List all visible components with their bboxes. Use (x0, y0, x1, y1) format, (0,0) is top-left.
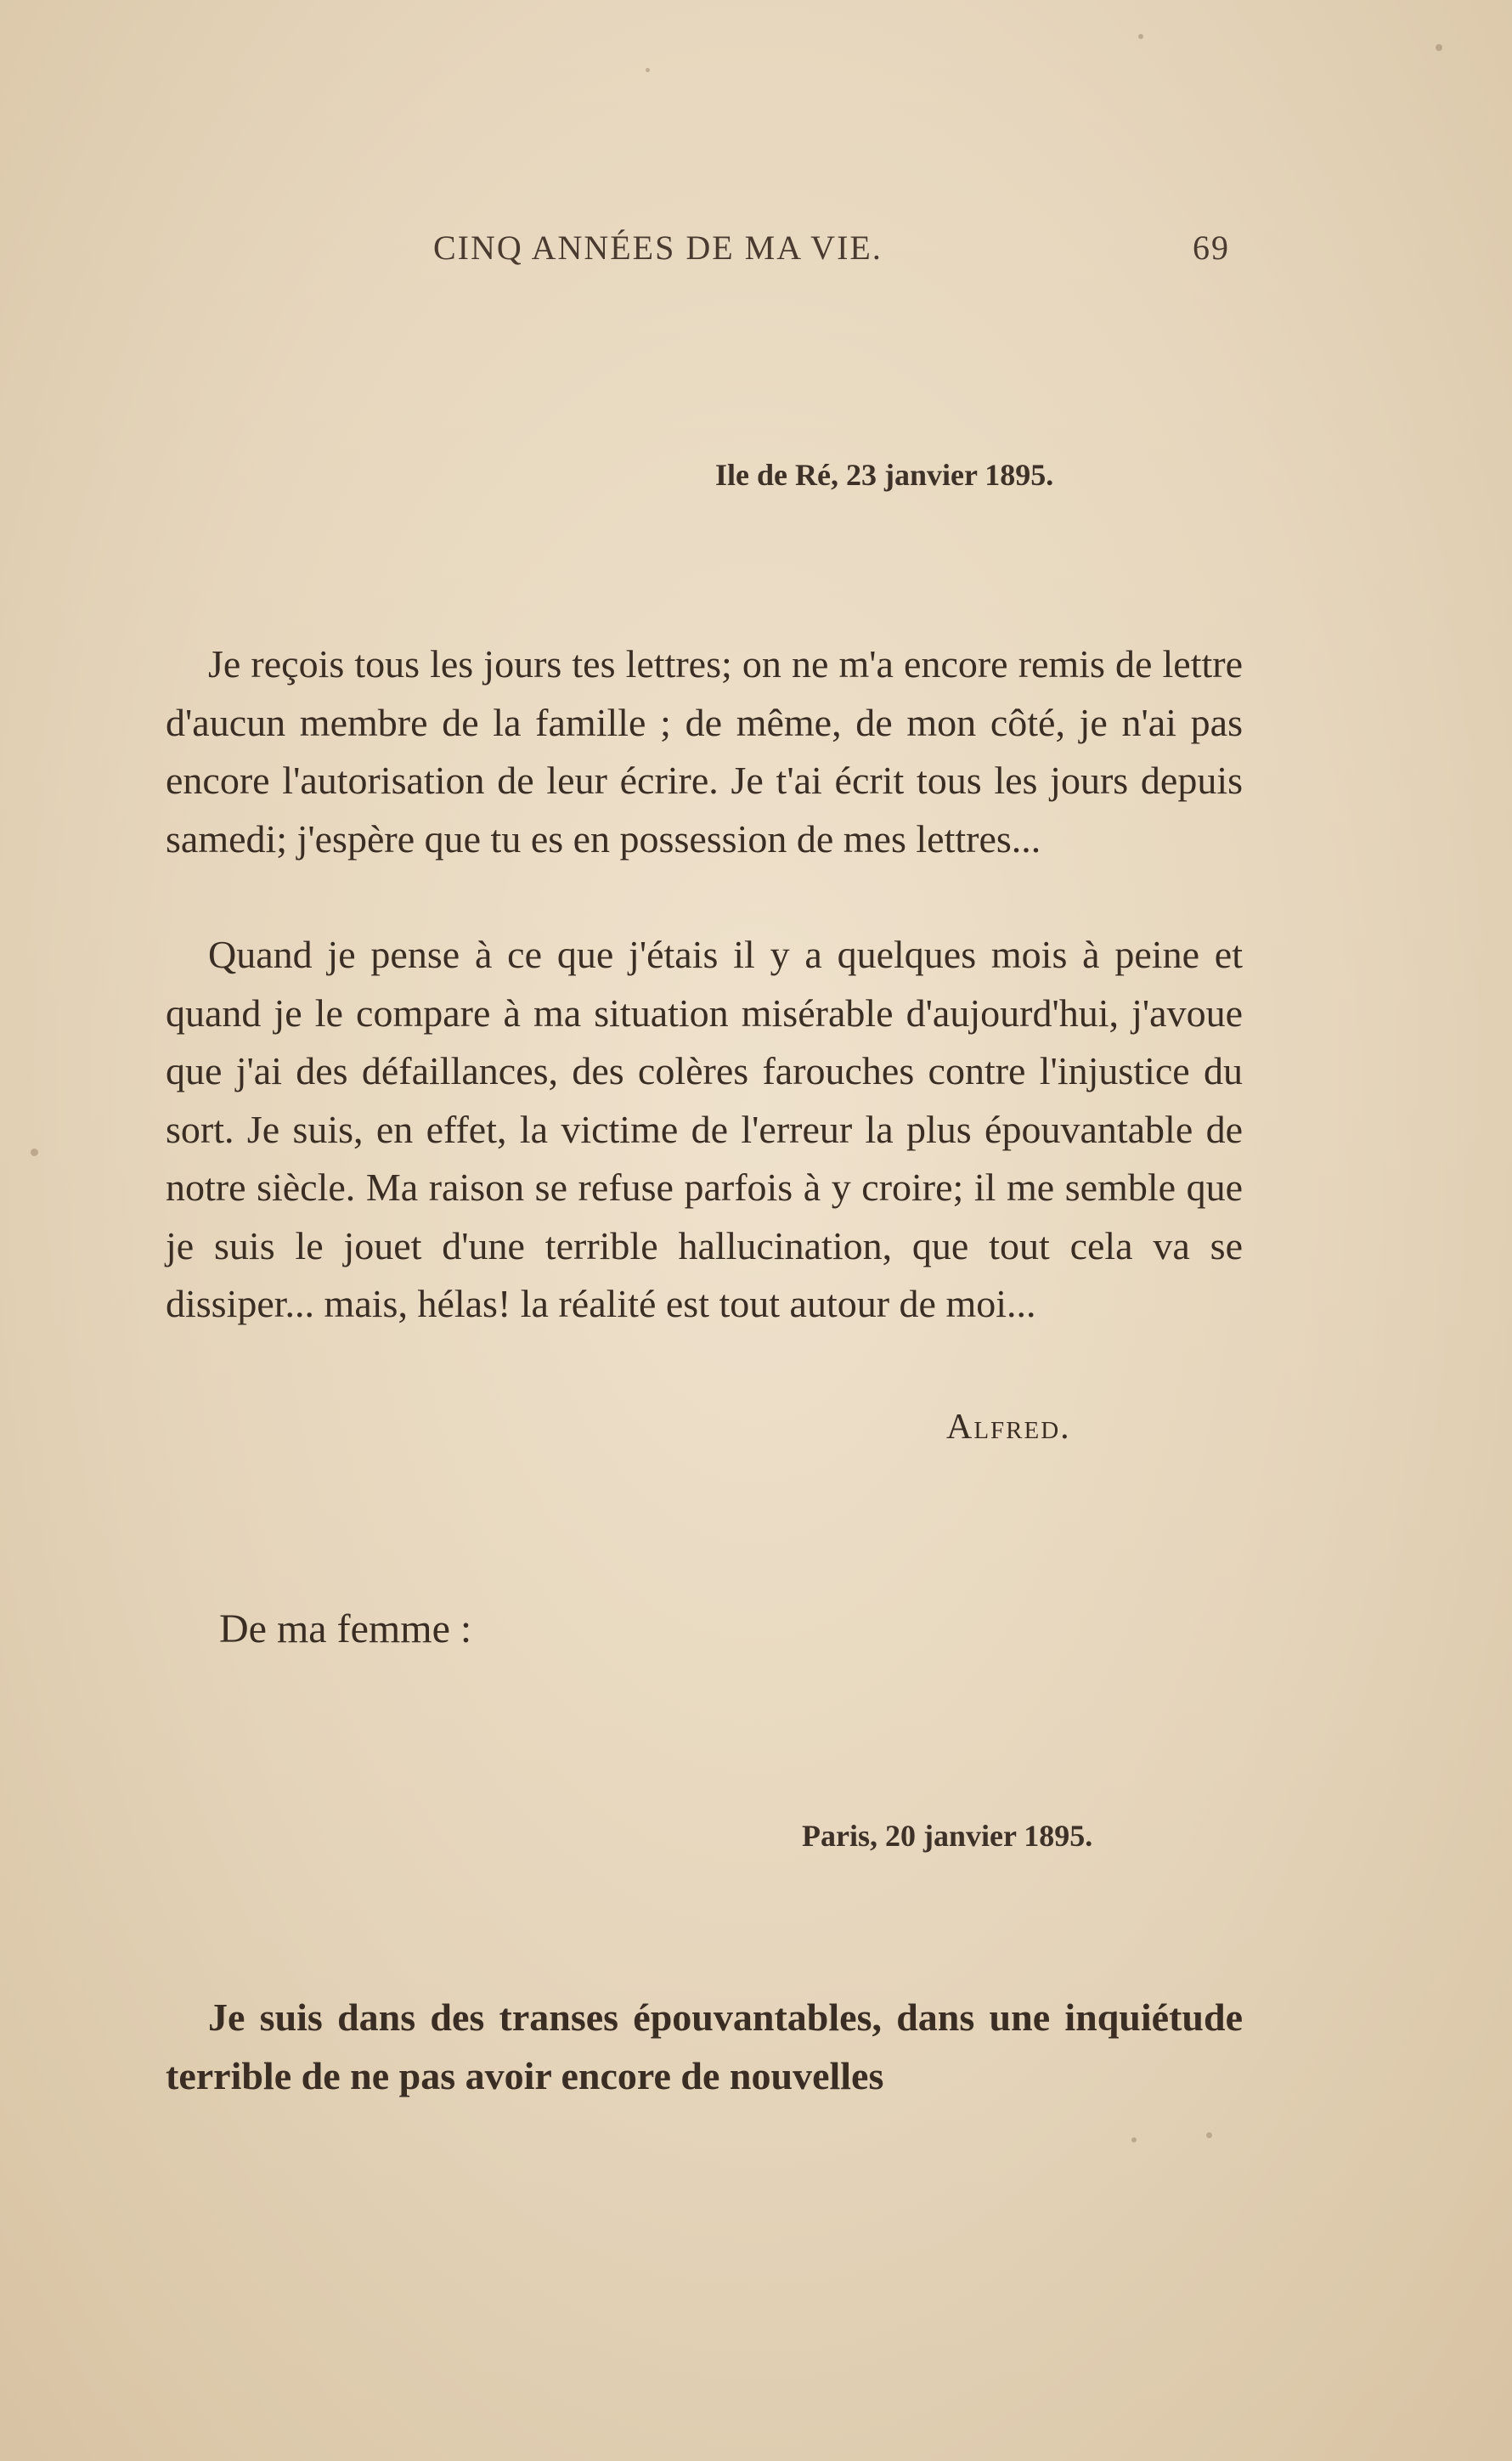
letter2-dateline: Paris, 20 janvier 1895. (802, 1819, 1093, 1853)
paper-speck (1436, 44, 1442, 51)
paper-speck (1131, 2137, 1137, 2142)
paper-speck (646, 68, 650, 72)
section-heading: De ma femme : (219, 1606, 472, 1651)
running-head (0, 221, 1512, 272)
letter1-paragraph-1: Je reçois tous les jours tes lettres; on ne m'a encore remis de lettre d'aucun membre de la famille ; de même, de mon côté, je n'ai pas encore l'autorisation de leur écrire. Je t'ai écrit tous les jours depuis samedi; j'espère que tu es en possession de mes lettres... (166, 642, 1243, 861)
letter1-dateline: Ile de Ré, 23 janvier 1895. (715, 458, 1054, 492)
paper-speck (1138, 34, 1143, 39)
running-title: CINQ ANNÉES DE MA VIE. (433, 229, 883, 267)
letter1-signature: Alfred. (946, 1408, 1071, 1447)
paper-speck (1206, 2132, 1212, 2138)
paper-speck (31, 1149, 38, 1156)
page-number: 69 (1193, 229, 1230, 267)
letter2-paragraph: Je suis dans des transes épouvantables, dans une inquiétude terrible de ne pas avoir encore de nouvelles (166, 1995, 1243, 2097)
letter1-paragraph-2: Quand je pense à ce que j'étais il y a quelques mois à peine et quand je le compare à ma situation misérable d'aujourd'hui, j'avoue que j'ai des défaillances, des colères farouches contre l'injustice du sort. Je suis, en effet, la victime de l'erreur la plus épouvantable de notre siècle. Ma raison se refuse parfois à y croire; il me semble que je suis le jouet d'une terrible hallucination, que tout cela va se dissiper... mais, hélas! la réalité est tout autour de moi... (166, 933, 1243, 1325)
